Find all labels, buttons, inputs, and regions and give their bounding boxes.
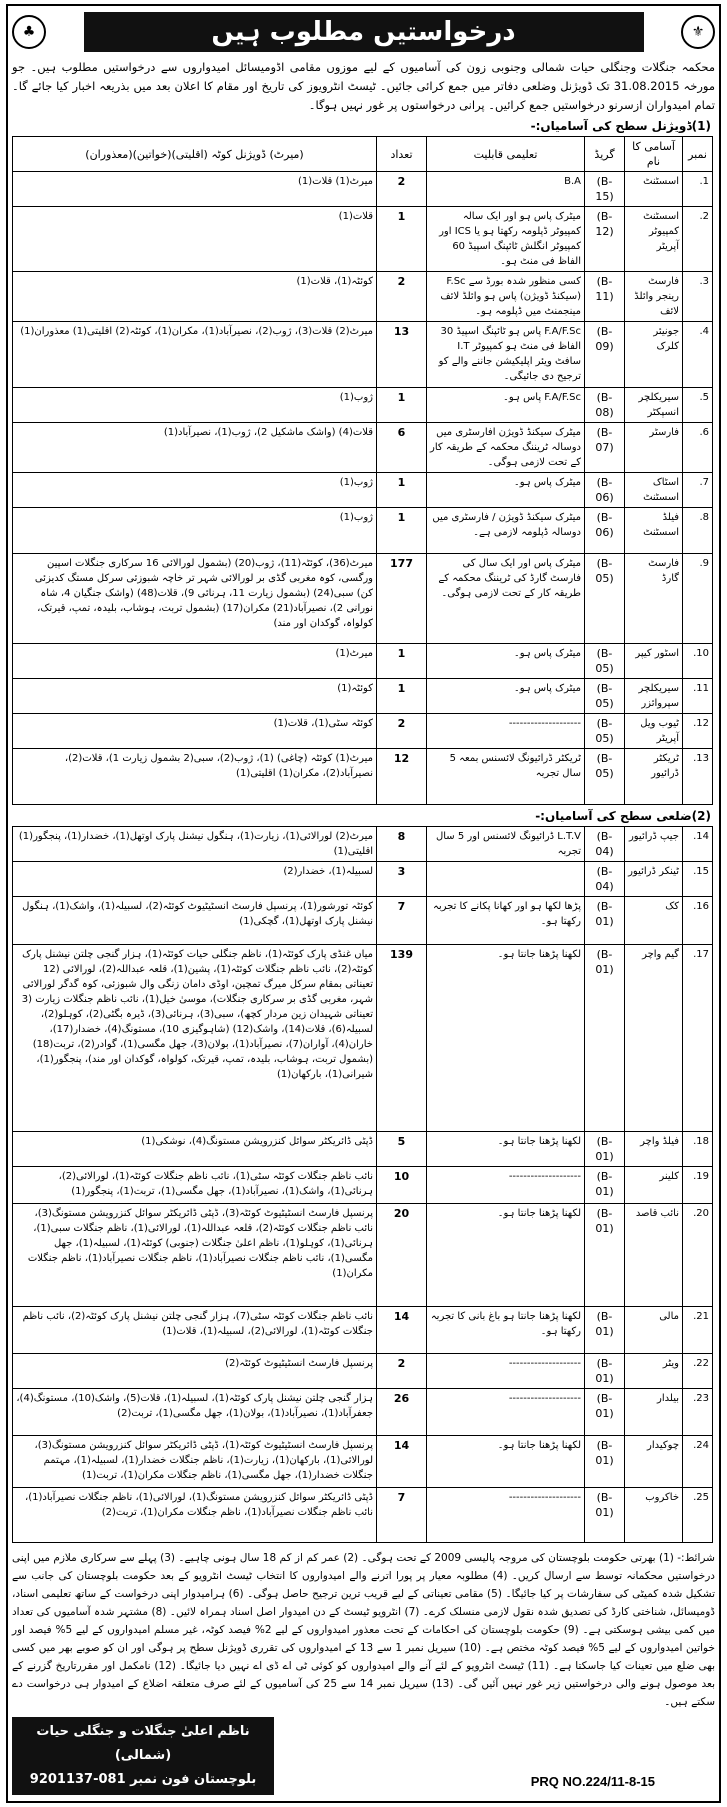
table-row: [13, 172, 713, 207]
table-row: [13, 1436, 713, 1488]
count-cell: 12: [377, 749, 427, 805]
count-cell: 8: [377, 827, 427, 862]
post-name-cell: چوکیدار: [625, 1436, 683, 1488]
count-cell: 139: [377, 945, 427, 1132]
post-name-cell: مالی: [625, 1307, 683, 1354]
serial-cell: 6.: [683, 423, 713, 473]
section1-heading: (1)ڈویژنل سطح کی آسامیاں:-: [530, 119, 711, 133]
conditions-text: شرائط:- (1) بھرتی حکومت بلوچستان کی مروجہ پالیسی 2009 کے تحت ہوگی۔ (2) عمر کم از کم 18 سال ہونی چاہیے۔ (3) پہلے سے سرکاری ملازم میں اپنی درخواستیں محکمانہ توسط سے ارسال کریں۔ (4) مطلوبہ معیار پر پورا اترنے والے امیدواروں کا انتخاب ٹیسٹ انٹرویو کے بعد حکومت بلوچستان کی جانب سے تشکیل شدہ کمیٹی کی سفارشات پر کیا جائیگا۔ (5) مقامی تعیناتی کے لیے قریب ترین ترجیح حاصل ہوگی۔ (6) ہرامیدوار اپنی درخواست کے ساتھ تعلیمی اسناد، ڈومیسائل، شناختی کارڈ کی تصدیق شدہ نقول لازمی منسلک کرے۔ (7) انٹرویو ٹیسٹ کے دن امیدوار اصل اسناد ہمراہ لائیں۔ (8) مشتہر شدہ آسامیوں کی تعداد میں کمی بیشی ہوسکتی ہے۔ (9) حکومت بلوچستان کی احکامات کے تحت معذور امیدواروں کے لیے 2% فیصد کوٹہ، غیر مسلم امیدواروں کے لیے 5% فیصد اور خواتین امیدواروں کے لیے 5% فیصد کوٹہ مختص ہے۔ (10) سیریل نمبر 1 سے 13 کے امیدواروں کی تقرری ڈویژنل سطح پر ہوگی اور ان کو صوبے بھر میں کسی بھی ضلع میں تعینات کیا جاسکتا ہے۔ (11) ٹیسٹ انٹرویو کے لئے آنے والے امیدواروں کو کوئی ٹی اے ڈی اے نہیں دیا جائیگا۔ (12) نامکمل اور مقررتاریخ گزرنے کے بعد موصول ہونے والی درخواستیں زیر غور نہیں آئیں گی۔ (13) سیریل نمبر 14 سے 25 کی آسامیوں کے لئے صرف متعلقہ اضلاع کے امیدوار ہی درخواست دے سکتے ہیں۔: [12, 1552, 716, 1708]
table-row: [13, 1389, 713, 1436]
department-logo-icon: ♣: [12, 15, 46, 49]
qualification-cell: میٹرک سیکنڈ ڈویژن / فارسٹری میں دوسالہ ڈپلومہ لازمی ہے۔: [427, 508, 585, 554]
count-cell: 1: [377, 679, 427, 714]
merit-quota-cell: میرٹ(1) کوئٹہ (چاغی) (1)، ژوب(2)، سبی(2 بشمول زیارت 1)، قلات(2)، نصیرآباد(2)، مکران(1) اقلیتی(1): [13, 749, 377, 805]
post-name-cell: فیلڈ واچر: [625, 1132, 683, 1167]
serial-cell: 21.: [683, 1307, 713, 1354]
merit-quota-cell: کوئٹہ تورشور(1)، پرنسپل فارسٹ انسٹیٹیوٹ کوئٹہ(2)، لسبیلہ(1)، واشک(1)، ہنگول نیشنل پارک اوتھل(1)، گچکی(1): [13, 897, 377, 945]
grade-cell: (B-06): [585, 473, 625, 508]
authority-box: [12, 1717, 274, 1795]
count-cell: 26: [377, 1389, 427, 1436]
merit-quota-cell: میرٹ(1) قلات(1): [13, 172, 377, 207]
grade-cell: (B-04): [585, 862, 625, 897]
ad-title: درخواستیں مطلوب ہیں: [84, 12, 644, 52]
count-cell: 6: [377, 423, 427, 473]
merit-quota-cell: ژوب(1): [13, 388, 377, 423]
table-row: [13, 207, 713, 272]
merit-quota-cell: میرٹ(2) لورالائی(1)، زیارت(1)، ہنگول نیشنل پارک اوتھل(1)، خضدار(1)، پنجگور(1) اقلیتی(1): [13, 827, 377, 862]
qualification-cell: لکھنا پڑھنا جانتا ہو۔: [427, 945, 585, 1132]
serial-cell: 11.: [683, 679, 713, 714]
serial-cell: 15.: [683, 862, 713, 897]
serial-cell: 3.: [683, 272, 713, 322]
qualification-cell: میٹرک پاس ہو اور ایک سالہ کمپیوٹر ڈپلومہ رکھتا ہو یا ICS اور کمپیوٹر انگلش ٹائپنگ اسپیڈ 60 الفاظ فی منٹ ہو۔: [427, 207, 585, 272]
merit-quota-cell: ڈپٹی ڈائریکٹر سوائل کنزرویشن مستونگ(1)، لورالائی(1)، ناظم جنگلات نصیرآباد(1)، نائب ناظم جنگلات نصیرآباد(1)، ناظم جنگلات مکران(1)، تربت(2): [13, 1488, 377, 1543]
post-name-cell: نائب قاصد: [625, 1204, 683, 1307]
qualification-cell: لکھنا پڑھنا جانتا ہو۔: [427, 1132, 585, 1167]
grade-cell: (B-09): [585, 322, 625, 388]
qualification-cell: میٹرک پاس ہو۔: [427, 644, 585, 679]
serial-cell: 23.: [683, 1389, 713, 1436]
count-cell: 2: [377, 172, 427, 207]
count-cell: 1: [377, 388, 427, 423]
count-cell: 1: [377, 644, 427, 679]
qualification-cell: --------------------: [427, 1167, 585, 1204]
merit-quota-cell: ڈپٹی ڈائریکٹر سوائل کنزرویشن مستونگ(4)، نوشکی(1): [13, 1132, 377, 1167]
table-row: [13, 679, 713, 714]
table-row: [13, 749, 713, 805]
serial-cell: 9.: [683, 554, 713, 644]
count-cell: 7: [377, 1488, 427, 1543]
table-row: [13, 1132, 713, 1167]
merit-quota-cell: پرنسپل فارسٹ انسٹیٹیوٹ کوئٹہ(2): [13, 1354, 377, 1389]
qualification-cell: ٹریکٹر ڈرائیونگ لائسنس بمعہ 5 سال تجربہ: [427, 749, 585, 805]
col-qualification: تعلیمی قابلیت: [427, 137, 585, 172]
district-posts-table: [12, 826, 713, 1543]
post-name-cell: خاکروب: [625, 1488, 683, 1543]
grade-cell: (B-01): [585, 1354, 625, 1389]
post-name-cell: ٹیوب ویل آپریٹر: [625, 714, 683, 749]
count-cell: 7: [377, 897, 427, 945]
table-row: [13, 322, 713, 388]
grade-cell: (B-01): [585, 1307, 625, 1354]
grade-cell: (B-01): [585, 945, 625, 1132]
grade-cell: (B-15): [585, 172, 625, 207]
col-serial: نمبر: [683, 137, 713, 172]
post-name-cell: ویٹر: [625, 1354, 683, 1389]
serial-cell: 10.: [683, 644, 713, 679]
grade-cell: (B-08): [585, 388, 625, 423]
serial-cell: 8.: [683, 508, 713, 554]
serial-cell: 24.: [683, 1436, 713, 1488]
serial-cell: 5.: [683, 388, 713, 423]
grade-cell: (B-05): [585, 679, 625, 714]
table-row: [13, 508, 713, 554]
qualification-cell: لکھنا پڑھنا جانتا ہو۔: [427, 1204, 585, 1307]
merit-quota-cell: میرٹ(2) قلات(3)، ژوب(2)، نصیرآباد(1)، مکران(1)، کوئٹہ(2) اقلیتی(1) معذوران(1): [13, 322, 377, 388]
post-name-cell: کلینر: [625, 1167, 683, 1204]
count-cell: 3: [377, 862, 427, 897]
post-name-cell: ٹریکٹر ڈرائیور: [625, 749, 683, 805]
divisional-posts-table: [12, 136, 713, 805]
post-name-cell: کک: [625, 897, 683, 945]
grade-cell: (B-01): [585, 1167, 625, 1204]
qualification-cell: پڑھا لکھا ہو اور کھانا پکانے کا تجربہ رکھتا ہو۔: [427, 897, 585, 945]
post-name-cell: فارسٹ رینجر وائلڈ لائف: [625, 272, 683, 322]
post-name-cell: سیریکلچر سپروائزر: [625, 679, 683, 714]
table-row: [13, 423, 713, 473]
section2-heading: (2)ضلعی سطح کی آسامیاں:-: [535, 809, 711, 823]
footer: [12, 1717, 715, 1795]
col-merit: (میرٹ) ڈویژنل کوٹہ (اقلیتی)(خواتین)(معذوران): [13, 137, 377, 172]
table-row: [13, 473, 713, 508]
table-row: [13, 945, 713, 1132]
merit-quota-cell: قلات(4) (واشک ماشکیل 2)، ژوب(1)، نصیرآباد(1): [13, 423, 377, 473]
qualification-cell: میٹرک پاس ہو۔: [427, 473, 585, 508]
qualification-cell: لکھنا پڑھنا جانتا ہو باغ بانی کا تجربہ رکھتا ہو۔: [427, 1307, 585, 1354]
qualification-cell: کسی منظور شدہ بورڈ سے F.Sc (سیکنڈ ڈویژن) پاس ہو وائلڈ لائف مینجمنٹ میں ڈپلومہ ہو۔: [427, 272, 585, 322]
qualification-cell: --------------------: [427, 1354, 585, 1389]
serial-cell: 25.: [683, 1488, 713, 1543]
table-row: [13, 388, 713, 423]
merit-quota-cell: ژوب(1): [13, 473, 377, 508]
authority-name: ناظم اعلیٰ جنگلات و جنگلی حیات (شمالی): [36, 1724, 250, 1763]
merit-quota-cell: کوئٹہ(1): [13, 679, 377, 714]
post-name-cell: جونیئر کلرک: [625, 322, 683, 388]
merit-quota-cell: کوئٹہ(1)، قلات(1): [13, 272, 377, 322]
count-cell: 177: [377, 554, 427, 644]
grade-cell: (B-06): [585, 508, 625, 554]
post-name-cell: فارسٹر: [625, 423, 683, 473]
advertisement-frame: [6, 4, 721, 1803]
qualification-cell: F.A/F.Sc پاس ہو ٹائپنگ اسپیڈ 30 الفاظ فی منٹ ہو کمپیوٹر I.T سافٹ ویئر اپلیکیشن جاننے والے کو ترجیح دی جائیگی۔: [427, 322, 585, 388]
post-name-cell: جیپ ڈرائیور: [625, 827, 683, 862]
count-cell: 1: [377, 207, 427, 272]
count-cell: 2: [377, 272, 427, 322]
grade-cell: (B-05): [585, 644, 625, 679]
serial-cell: 22.: [683, 1354, 713, 1389]
post-name-cell: بیلدار: [625, 1389, 683, 1436]
intro-text: محکمہ جنگلات وجنگلی حیات شمالی وجنوبی زون کی آسامیوں کے لیے موزوں مقامی اڈومیسائل امیدواروں سے درخواستیں مطلوب ہیں۔ جو مورخہ 31.08.2015 تک ڈویژنل وضلعی دفاتر میں جمع کرائی جائیں۔ ٹیسٹ انٹرویوز کی تاریخ اور مقام کا اعلان بعد میں بذریعہ اخبار کیا جائے گا۔ تمام امیدواران ازسرنو درخواستیں جمع کرائیں۔ پرانی درخواستوں پر غور نہیں ہوگا۔: [12, 60, 715, 112]
serial-cell: 2.: [683, 207, 713, 272]
qualification-cell: میٹرک سیکنڈ ڈویژن افارسٹری میں دوسالہ ٹریننگ محکمہ کے طریقہ کار کے تحت لازمی ہوگی۔: [427, 423, 585, 473]
post-name-cell: ٹینکر ڈرائیور: [625, 862, 683, 897]
merit-quota-cell: نائب ناظم جنگلات کوئٹہ سٹی(1)، نائب ناظم جنگلات کوئٹہ(1)، لورالائی(2)، ہرنائی(1)، واشک(1)، نصیرآباد(1)، جھل مگسی(1)، تربت(1)، پنجگور(1): [13, 1167, 377, 1204]
grade-cell: (B-04): [585, 827, 625, 862]
count-cell: 20: [377, 1204, 427, 1307]
post-name-cell: گیم واچر: [625, 945, 683, 1132]
merit-quota-cell: لسبیلہ(1)، خضدار(2): [13, 862, 377, 897]
qualification-cell: --------------------: [427, 1488, 585, 1543]
merit-quota-cell: پرنسپل فارسٹ انسٹیٹیوٹ کوئٹہ(1)، ڈپٹی ڈائریکٹر سوائل کنزرویشن مستونگ(3)، لورالائی(1)، بارکھان(1)، زیارت(1)، ناظم جنگلات خضدار(1)، لسبیلہ(1)، مہتمم جنگلات خضدار(1)، جھل مگسی(1)، ناظم جنگلات مکران(1)، تربت(1): [13, 1436, 377, 1488]
table-row: [13, 1307, 713, 1354]
serial-cell: 13.: [683, 749, 713, 805]
table-row: [13, 554, 713, 644]
post-name-cell: اسٹاک اسسٹنٹ: [625, 473, 683, 508]
merit-quota-cell: میرٹ(36)، کوئٹہ(11)، ژوب(20) (بشمول لورالائی 16 سرکاری جنگلات اسپین ورگسی، کوہ مغربی گڈی بر لورالائی شہر تر خاچہ شبوزئی سرکل مستگ کدیزئی کن) سبی(24) (بشمول زیارت 11، ہرنائی 9)، قلات(48) (واشک جنگیان 4، شاہ نورانی 2)، نصیرآباد(21) مکران(17) (بشمول تربت، ہوشاب، بلیدہ، تمپ، قیرتک، کولواہ، گوکدان اور مند): [13, 554, 377, 644]
table-row: [13, 827, 713, 862]
merit-quota-cell: ہزار گنجی چلتن نیشنل پارک کوئٹہ(1)، لسبیلہ(1)، قلات(5)، واشک(10)، مستونگ(4)، جعفرآباد(1)، نصیرآباد(1)، بولان(1)، جھل مگسی(1)، تربت(2): [13, 1389, 377, 1436]
govt-logo-icon: ⚜: [681, 15, 715, 49]
header-bar: [12, 10, 715, 54]
grade-cell: (B-01): [585, 1436, 625, 1488]
qualification-cell: میٹرک پاس اور ایک سال کی فارسٹ گارڈ کی ٹریننگ محکمہ کے طریقہ کار کے تحت لازمی ہوگی۔: [427, 554, 585, 644]
merit-quota-cell: میرٹ(1): [13, 644, 377, 679]
table-header-row: [13, 137, 713, 172]
serial-cell: 4.: [683, 322, 713, 388]
grade-cell: (B-05): [585, 554, 625, 644]
grade-cell: (B-01): [585, 1488, 625, 1543]
merit-quota-cell: قلات(1): [13, 207, 377, 272]
count-cell: 2: [377, 714, 427, 749]
post-name-cell: اسٹور کیپر: [625, 644, 683, 679]
count-cell: 1: [377, 508, 427, 554]
qualification-cell: B.A: [427, 172, 585, 207]
count-cell: 13: [377, 322, 427, 388]
merit-quota-cell: ژوب(1): [13, 508, 377, 554]
qualification-cell: لکھنا پڑھنا جانتا ہو۔: [427, 1436, 585, 1488]
post-name-cell: فارسٹ گارڈ: [625, 554, 683, 644]
table-row: [13, 644, 713, 679]
serial-cell: 17.: [683, 945, 713, 1132]
serial-cell: 1.: [683, 172, 713, 207]
serial-cell: 7.: [683, 473, 713, 508]
col-grade: گریڈ: [585, 137, 625, 172]
qualification-cell: --------------------: [427, 714, 585, 749]
serial-cell: 14.: [683, 827, 713, 862]
merit-quota-cell: پرنسپل فارسٹ انسٹیٹیوٹ کوئٹہ(3)، ڈپٹی ڈائریکٹر سوائل کنزرویشن مستونگ(3)، نائب ناظم جنگلات کوئٹہ(2)، قلعہ عبداللہ(1)، لورالائی(1)، ناظم جنگلات سبی(1)، ہرنائی(1)، کوہلو(1)، ناظم اعلیٰ جنگلات (جنوبی) کوئٹہ(1)، لسبیلہ(1)، جھل مگسی(1)، نائب ناظم جنگلات نصیرآباد(1)، ناظم جنگلات نصیرآباد(1)، ناظم جنگلات مکران(1): [13, 1204, 377, 1307]
table-row: [13, 714, 713, 749]
authority-contact: بلوچستان فون نمبر 081-9201137: [29, 1772, 257, 1787]
merit-quota-cell: کوئٹہ سٹی(1)، قلات(1): [13, 714, 377, 749]
qualification-cell: L.T.V ڈرائیونگ لائسنس اور 5 سال تجربہ: [427, 827, 585, 862]
grade-cell: (B-05): [585, 749, 625, 805]
table-row: [13, 272, 713, 322]
grade-cell: (B-01): [585, 1389, 625, 1436]
grade-cell: (B-12): [585, 207, 625, 272]
post-name-cell: اسسٹنٹ کمپیوٹر آپریٹر: [625, 207, 683, 272]
table-row: [13, 1354, 713, 1389]
merit-quota-cell: نائب ناظم جنگلات کوئٹہ سٹی(7)، ہزار گنجی چلتن نیشنل پارک کوئٹہ(2)، نائب ناظم جنگلات کوئٹہ(1)، لورالائی(2)، لسبیلہ(1)، قلات(1): [13, 1307, 377, 1354]
qualification-cell: میٹرک پاس ہو۔: [427, 679, 585, 714]
grade-cell: (B-11): [585, 272, 625, 322]
prq-number: PRQ NO.224/11-8-15: [530, 1774, 655, 1789]
table-row: [13, 862, 713, 897]
grade-cell: (B-05): [585, 714, 625, 749]
qualification-cell: F.A/F.Sc پاس ہو۔: [427, 388, 585, 423]
serial-cell: 18.: [683, 1132, 713, 1167]
col-count: تعداد: [377, 137, 427, 172]
grade-cell: (B-07): [585, 423, 625, 473]
post-name-cell: سیریکلچر انسپکٹر: [625, 388, 683, 423]
count-cell: 14: [377, 1436, 427, 1488]
serial-cell: 16.: [683, 897, 713, 945]
post-name-cell: اسسٹنٹ: [625, 172, 683, 207]
table-row: [13, 1204, 713, 1307]
table-row: [13, 1488, 713, 1543]
col-post: آسامی کا نام: [625, 137, 683, 172]
count-cell: 5: [377, 1132, 427, 1167]
serial-cell: 20.: [683, 1204, 713, 1307]
post-name-cell: فیلڈ اسسٹنٹ: [625, 508, 683, 554]
grade-cell: (B-01): [585, 1132, 625, 1167]
serial-cell: 19.: [683, 1167, 713, 1204]
count-cell: 10: [377, 1167, 427, 1204]
count-cell: 14: [377, 1307, 427, 1354]
qualification-cell: [427, 862, 585, 897]
qualification-cell: --------------------: [427, 1389, 585, 1436]
table-row: [13, 897, 713, 945]
count-cell: 2: [377, 1354, 427, 1389]
table-row: [13, 1167, 713, 1204]
grade-cell: (B-01): [585, 897, 625, 945]
grade-cell: (B-01): [585, 1204, 625, 1307]
merit-quota-cell: میاں غنڈی پارک کوئٹہ(1)، ناظم جنگلی حیات کوئٹہ(1)، ہزار گنجی چلتن نیشنل پارک کوئٹہ(2)، نائب ناظم جنگلات کوئٹہ(1)، پشین(1)، قلعہ عبداللہ(2)، لورالائی (12 تعیناتی بمقام سرکل میرگ تمچین، اوڈی دامان زنگی وال شبوزئی، کوہ گدگر لورالائی شہر، مغربی گڈی بر سرکاری جنگلات)، موسیٰ خیل(1)، نائب ناظم جنگلات زیارت (3 تعیناتی شہیدان زین مردار کچھ)، سبی(3)، ہرنائی(3)، ڈیرہ بگٹی(2)، کوہلو(2)، لسبیلہ(6)، قلات(14)، واشک(12) (شاہوگیزی 10)، مستونگ(4)، خضدار(17)، خاران(4)، آواران(7)، نصیرآباد(1)، بولان(3)، جھل مگسی(1)، گوادر(2)، تربت(18) (بشمول تربت، ہوشاب، بلیدہ، تمپ، قیرتک، کولواہ، گوکدان اور مند)، پنجگور(1)، شیرانی(1)، بارکھان(1): [13, 945, 377, 1132]
serial-cell: 12.: [683, 714, 713, 749]
count-cell: 1: [377, 473, 427, 508]
